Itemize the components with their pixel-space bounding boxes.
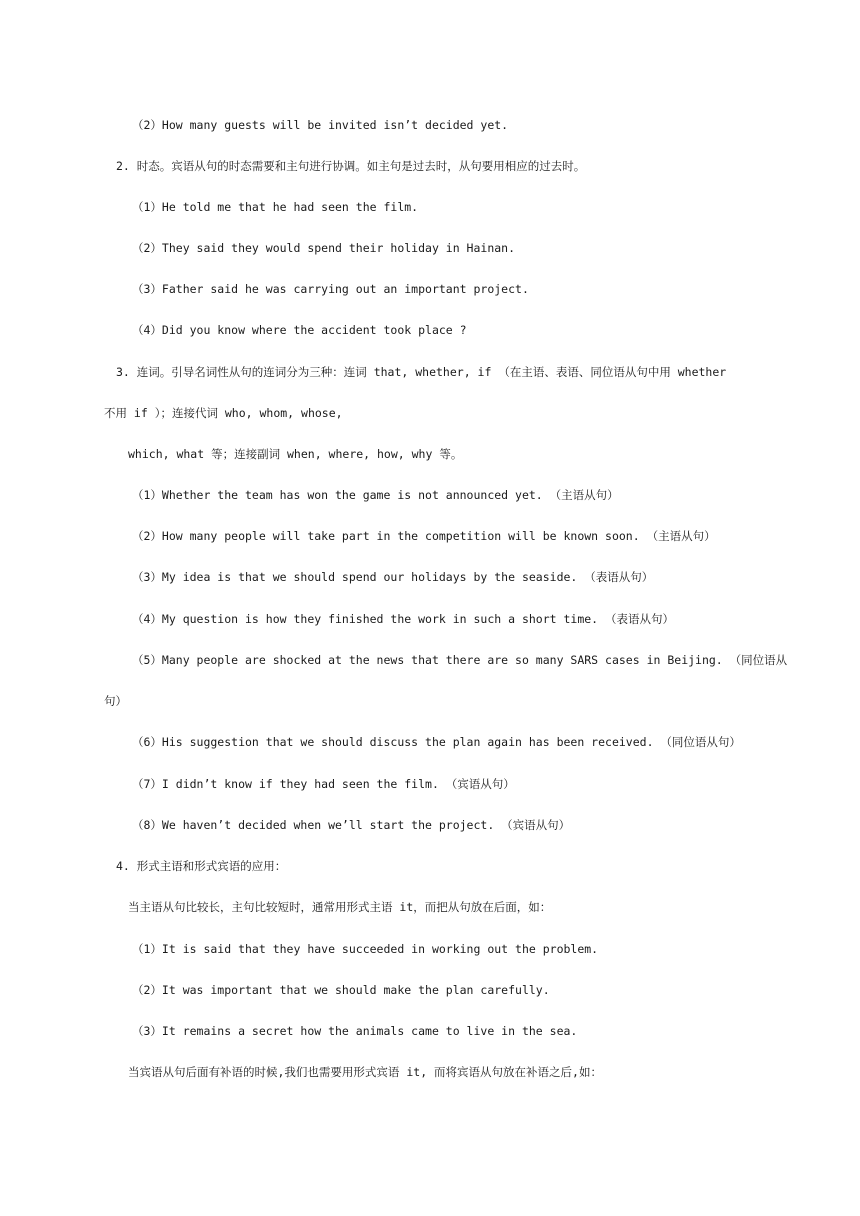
text-line: （5）Many people are shocked at the news that there are so many SARS cases in Beijing. （同位语从 — [132, 653, 788, 667]
section-heading: 3. 连词。引导名词性从句的连词分为三种：连词 that, whether, if （在主语、表语、同位语从句中用 whether — [116, 365, 727, 379]
text-line: （7）I didn’t know if they had seen the film. （宾语从句） — [132, 777, 515, 791]
text-line: （6）His suggestion that we should discuss the plan again has been received. （同位语从句） — [132, 735, 741, 749]
text-line: （4）My question is how they finished the work in such a short time. （表语从句） — [132, 612, 675, 626]
text-line: 当主语从句比较长，主句比较短时，通常用形式主语 it，而把从句放在后面，如： — [128, 900, 552, 914]
text-line: which, what 等；连接副词 when, where, how, why 等。 — [128, 447, 463, 461]
section-heading: 2. 时态。宾语从句的时态需要和主句进行协调。如主句是过去时，从句要用相应的过去时。 — [116, 159, 586, 173]
text-line: （1）It is said that they have succeeded in working out the problem. — [132, 942, 599, 956]
text-line: （4）Did you know where the accident took place ? — [132, 323, 467, 337]
text-line: （3）It remains a secret how the animals came to live in the sea. — [132, 1024, 578, 1038]
text-line: （1）He told me that he had seen the film. — [132, 200, 419, 214]
text-line: 当宾语从句后面有补语的时候,我们也需要用形式宾语 it, 而将宾语从句放在补语之后,如： — [128, 1065, 602, 1079]
text-line: （2）How many people will take part in the competition will be known soon. （主语从句） — [132, 529, 716, 543]
section-heading: 4. 形式主语和形式宾语的应用： — [116, 859, 287, 873]
text-line: （2）How many guests will be invited isn’t decided yet. — [132, 118, 509, 132]
text-line: 句） — [104, 694, 127, 708]
text-line: （2）It was important that we should make the plan carefully. — [132, 983, 550, 997]
text-line: 不用 if ）；连接代词 who, whom, whose, — [104, 406, 343, 420]
text-line: （8）We haven’t decided when we’ll start the project. （宾语从句） — [132, 818, 571, 832]
text-line: （2）They said they would spend their holiday in Hainan. — [132, 241, 516, 255]
text-line: （3）My idea is that we should spend our holidays by the seaside. （表语从句） — [132, 570, 654, 584]
text-line: （3）Father said he was carrying out an important project. — [132, 282, 529, 296]
text-line: （1）Whether the team has won the game is not announced yet. （主语从句） — [132, 488, 619, 502]
